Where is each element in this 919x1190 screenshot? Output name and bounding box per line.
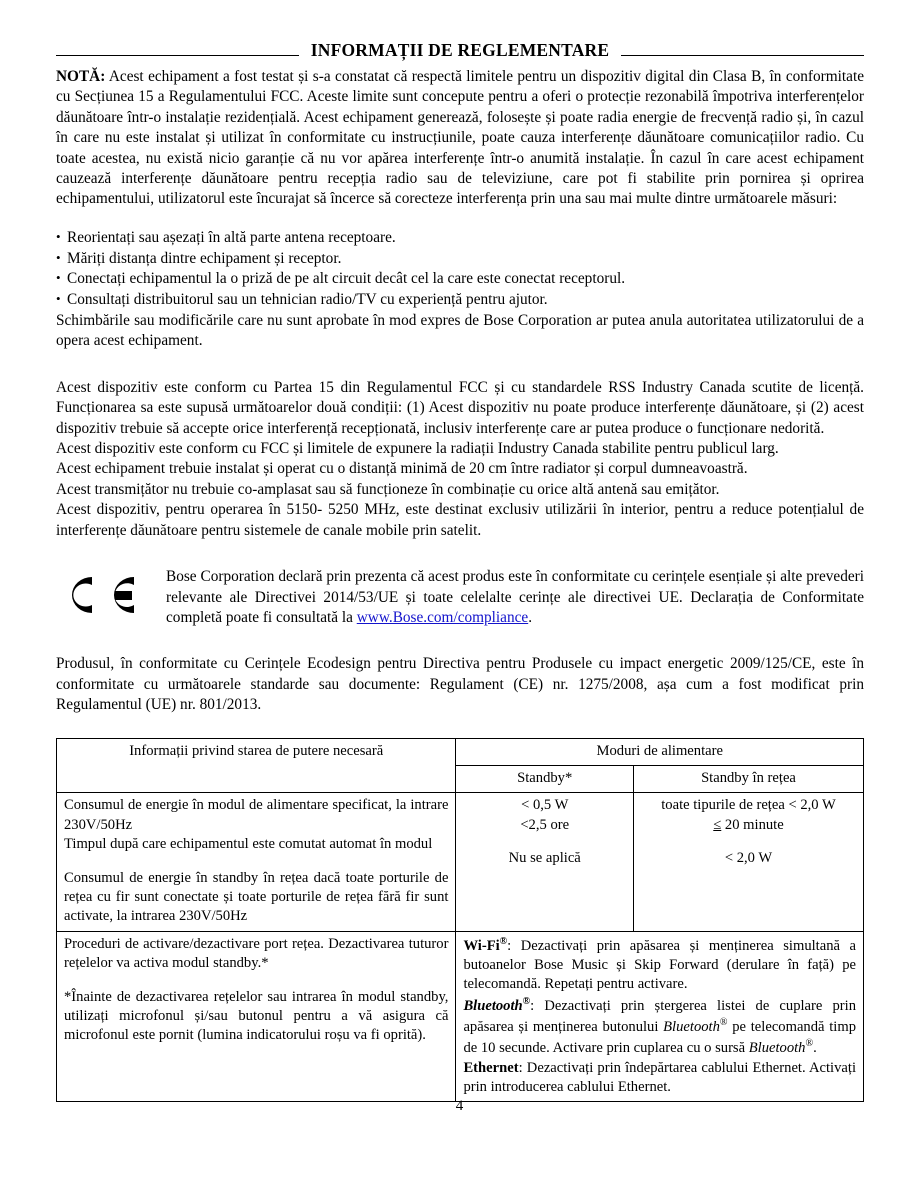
- fcc-band-paragraph: Acest dispozitiv, pentru operarea în 5150- 5250 MHz, este destinat exclusiv utilizării în interior, pentru a reduce potențialul de interferențe dăunătoare pentru sistemele de canale mobile prin satelit.: [56, 501, 864, 539]
- header-rule-left: [56, 55, 299, 56]
- wifi-registered-mark: ®: [499, 935, 508, 947]
- document-header: [56, 40, 864, 61]
- ce-text-before-link: Bose Corporation declară prin prezenta că acest produs este în conformitate cu cerințele esențiale și alte prevederi relevante ale Directivei 2014/53/UE și toate celelalte cerințe ale directivei UE. Declarația de Conformitate completă poate fi consultată la: [166, 568, 864, 626]
- row-2-network-operator: ≤: [713, 816, 722, 833]
- cell-spacer: [64, 974, 448, 988]
- row-3-standby-value: Nu se aplică: [508, 850, 581, 867]
- notice-label: NOTĂ:: [56, 68, 106, 85]
- fcc-colocation-paragraph: Acest transmițător nu trebuie co-amplasat sau să funcționeze în combinație cu orice altă antenă sau emițător.: [56, 480, 720, 498]
- bluetooth-text-1: : Dezactivați prin ștergerea listei de cuplare prin apăsarea și menținerea butonului: [463, 997, 856, 1035]
- ethernet-instruction-text: : Dezactivați prin îndepărtarea cablului Ethernet. Activați prin introducerea cablului Ethernet.: [463, 1059, 856, 1096]
- table-cell-procedures-instructions: [456, 931, 864, 1102]
- fcc-part15-paragraph: Acest dispozitiv este conform cu Partea 15 din Regulamentul FCC și cu standardele RSS Industry Canada scutite de licență. Funcționarea sa este supusă următoarelor două condiții: (1) Acest dispozitiv nu poate produce interferențe dăunătoare, și (2) acest dispozitiv trebuie să accepte orice interferență recepționată, inclusiv interferențe care ar putea produce o funcționare nedorită.: [56, 378, 864, 437]
- page-number: 4: [455, 1098, 464, 1114]
- list-item: • Măriți distanța dintre echipament și receptor.: [56, 249, 864, 270]
- table-cell-procedures-description: [57, 931, 456, 1102]
- spacer: [56, 352, 864, 378]
- spacer: [56, 541, 864, 567]
- table-cell-descriptions: [57, 793, 456, 931]
- bluetooth-text-3: .: [813, 1040, 817, 1057]
- table-subheader-standby: Standby*: [456, 765, 634, 792]
- row-2-network-duration: 20 minute: [721, 816, 784, 833]
- cell-spacer: [641, 835, 856, 849]
- power-modes-table: [56, 738, 864, 1103]
- fcc-notice-paragraph: [56, 67, 864, 210]
- fcc-exposure-paragraph: Acest dispozitiv este conform cu FCC și limitele de expunere la radiații Industry Canada stabilite pentru publicul larg.: [56, 440, 779, 458]
- header-rule-right: [621, 55, 864, 56]
- procedures-paragraph-1: Proceduri de activare/dezactivare port rețea. Dezactivarea tuturor rețelelor va activa modul standby.*: [64, 935, 449, 972]
- list-item: • Conectați echipamentul la o priză de pe alt circuit decât cel la care este conectat receptorul.: [56, 269, 864, 290]
- row-3-network-value: < 2,0 W: [724, 850, 773, 867]
- cell-spacer: [463, 835, 626, 849]
- row-1-standby-value: < 0,5 W: [521, 797, 569, 814]
- cell-spacer: [64, 855, 448, 869]
- bluetooth-registered-mark: ®: [522, 995, 531, 1007]
- ce-mark-icon: [56, 567, 166, 624]
- spacer: [56, 628, 864, 654]
- row-1-network-value: toate tipurile de rețea < 2,0 W: [661, 797, 836, 814]
- table-cell-standby-values: [456, 793, 634, 931]
- list-item: • Reorientați sau așezați în altă parte antena receptoare.: [56, 228, 864, 249]
- ce-declaration-block: [56, 567, 864, 628]
- modifications-paragraph: Schimbările sau modificările care nu sunt aprobate în mod expres de Bose Corporation ar putea anula autoritatea utilizatorului de a opera acest echipament.: [56, 312, 864, 350]
- row-2-description: Timpul după care echipamentul este comutat automat în modul: [64, 836, 433, 853]
- page-title: INFORMAȚII DE REGLEMENTARE: [310, 40, 610, 60]
- remedy-bullet-list: [56, 228, 864, 311]
- wifi-label: Wi-Fi: [463, 937, 500, 954]
- fcc-distance-paragraph: Acest echipament trebuie instalat și operat cu o distanță minimă de 20 cm între radiator și corpul dumneavoastră.: [56, 460, 748, 478]
- list-item: • Consultați distribuitorul sau un tehnician radio/TV cu experiență pentru ajutor.: [56, 290, 864, 311]
- wifi-instruction: [463, 935, 856, 995]
- ethernet-label: Ethernet: [463, 1059, 519, 1076]
- ethernet-instruction: [463, 1059, 856, 1098]
- bluetooth-instruction: [463, 995, 856, 1059]
- ce-declaration-text: [166, 567, 864, 628]
- table-row: [57, 793, 864, 931]
- table-row: [57, 931, 864, 1102]
- ce-text-after-link: .: [528, 608, 533, 626]
- bluetooth-inline-label: Bluetooth: [663, 1018, 720, 1035]
- wifi-instruction-text: : Dezactivați prin apăsarea și menținerea simultană a butoanelor Bose Music și Skip Forward (derulare în față) pe telecomandă. Repetați pentru activare.: [463, 937, 856, 993]
- table-subheader-network-standby: Standby în rețea: [633, 765, 863, 792]
- spacer: [56, 716, 864, 734]
- bluetooth-inline-label-2: Bluetooth: [748, 1040, 806, 1057]
- bose-compliance-link[interactable]: www.Bose.com/compliance: [356, 608, 529, 626]
- page-content: [56, 40, 864, 1102]
- row-1-description: Consumul de energie în modul de alimentare specificat, la intrare 230V/50Hz: [64, 797, 449, 833]
- row-3-description: Consumul de energie în standby în rețea dacă toate porturile de rețea cu fir sunt conectate și toate porturile de rețea fără fir sunt activate, la intrarea 230V/50Hz: [64, 869, 449, 925]
- bluetooth-text-2: pe telecomandă timp de 10 secunde. Activare prin cuplarea cu o sursă: [463, 1018, 856, 1057]
- bluetooth-inline-mark-2: ®: [805, 1038, 814, 1050]
- table-header-power-modes: Moduri de alimentare: [456, 738, 864, 765]
- procedures-paragraph-2: *Înainte de dezactivarea rețelelor sau intrarea în modul standby, utilizați microfonul și/sau butonul pentru a vă asigura că microfonul este pornit (lumina indicatorului roșu va fi oprită).: [64, 988, 449, 1044]
- table-header-power-info: Informații privind starea de putere necesară: [57, 738, 456, 793]
- table-cell-network-values: [633, 793, 863, 931]
- bluetooth-label: Bluetooth: [463, 997, 523, 1014]
- bluetooth-inline-mark: ®: [719, 1017, 728, 1029]
- row-2-network-value: [641, 816, 856, 835]
- notice-body: Acest echipament a fost testat și s-a constatat că respectă limitele pentru un dispozitiv digital din Clasa B, în conformitate cu Secțiunea 15 a Regulamentului FCC. Aceste limite sunt concepute pentru a oferi o protecție rezonabilă împotriva interferențelor dăunătoare într-o instalație rezidențială. Acest echipament generează, folosește și poate radia energie de frecvență radio și, în cazul în care nu este instalat și utilizat în conformitate cu instrucțiunile, poate cauza interferențe dăunătoare comunicațiilor radio. Cu toate acestea, nu există nicio garanție că nu vor apărea interferențe într-o anumită instalație. În cazul în care acest echipament cauzează interferențe dăunătoare pentru recepția radio sau de televiziune, care pot fi stabilite prin pornirea și oprirea echipamentului, utilizatorul este încurajat să încerce să corecteze interferența prin una sau mai multe dintre următoarele măsuri:: [56, 68, 864, 208]
- row-2-standby-value: <2,5 ore: [520, 816, 570, 833]
- ecodesign-paragraph: Produsul, în conformitate cu Cerințele Ecodesign pentru Directiva pentru Produsele cu impact energetic 2009/125/CE, este în conformitate cu următoarele standarde sau documente: Regulament (CE) nr. 1275/2008, așa cum a fost modificat prin Regulamentul (UE) nr. 801/2013.: [56, 655, 864, 714]
- spacer: [56, 210, 864, 228]
- table-header-row: [57, 738, 864, 765]
